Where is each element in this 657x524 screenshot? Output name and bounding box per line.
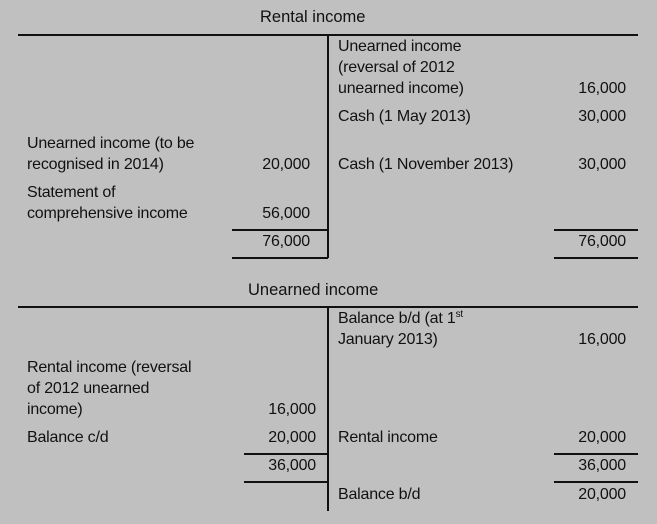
total-rule <box>554 481 638 483</box>
closing-balance-label: Balance b/d <box>338 486 421 503</box>
debit-entry-amount: 16,000 <box>268 401 316 418</box>
total-rule <box>232 257 328 259</box>
credit-entry-label: Cash (1 November 2013) <box>338 156 514 173</box>
credit-entry-amount: 20,000 <box>578 429 626 446</box>
debit-entry-label: Rental income (reversal of 2012 unearned income) <box>27 359 192 418</box>
account-title: Rental income <box>260 8 366 26</box>
debit-entry-amount: 56,000 <box>262 205 310 222</box>
debit-entry-label: Unearned income (to be recognised in 2014) <box>27 135 195 173</box>
credit-total: 76,000 <box>578 233 626 250</box>
debit-entry-amount: 20,000 <box>262 156 310 173</box>
debit-entry-amount: 20,000 <box>268 429 316 446</box>
credit-entry-amount: 16,000 <box>578 80 626 97</box>
account-title: Unearned income <box>248 281 379 299</box>
credit-entry-label: Cash (1 May 2013) <box>338 108 471 125</box>
debit-entry-label: Statement of comprehensive income <box>27 184 188 222</box>
credit-entry-amount: 30,000 <box>578 108 626 125</box>
credit-entry-label: Balance b/d (at 1st January 2013) <box>338 309 463 348</box>
closing-balance-amount: 20,000 <box>578 486 626 503</box>
total-rule <box>244 481 328 483</box>
credit-entry-label: Rental income <box>338 429 438 446</box>
credit-entry-amount: 30,000 <box>578 156 626 173</box>
credit-entry-label: Unearned income (reversal of 2012 unearned income) <box>338 38 464 97</box>
credit-total: 36,000 <box>578 457 626 474</box>
debit-total: 36,000 <box>268 457 316 474</box>
credit-entry-amount: 16,000 <box>578 331 626 348</box>
t-divider <box>327 34 329 258</box>
debit-total: 76,000 <box>262 233 310 250</box>
debit-entry-label: Balance c/d <box>27 429 109 446</box>
total-rule <box>554 257 638 259</box>
